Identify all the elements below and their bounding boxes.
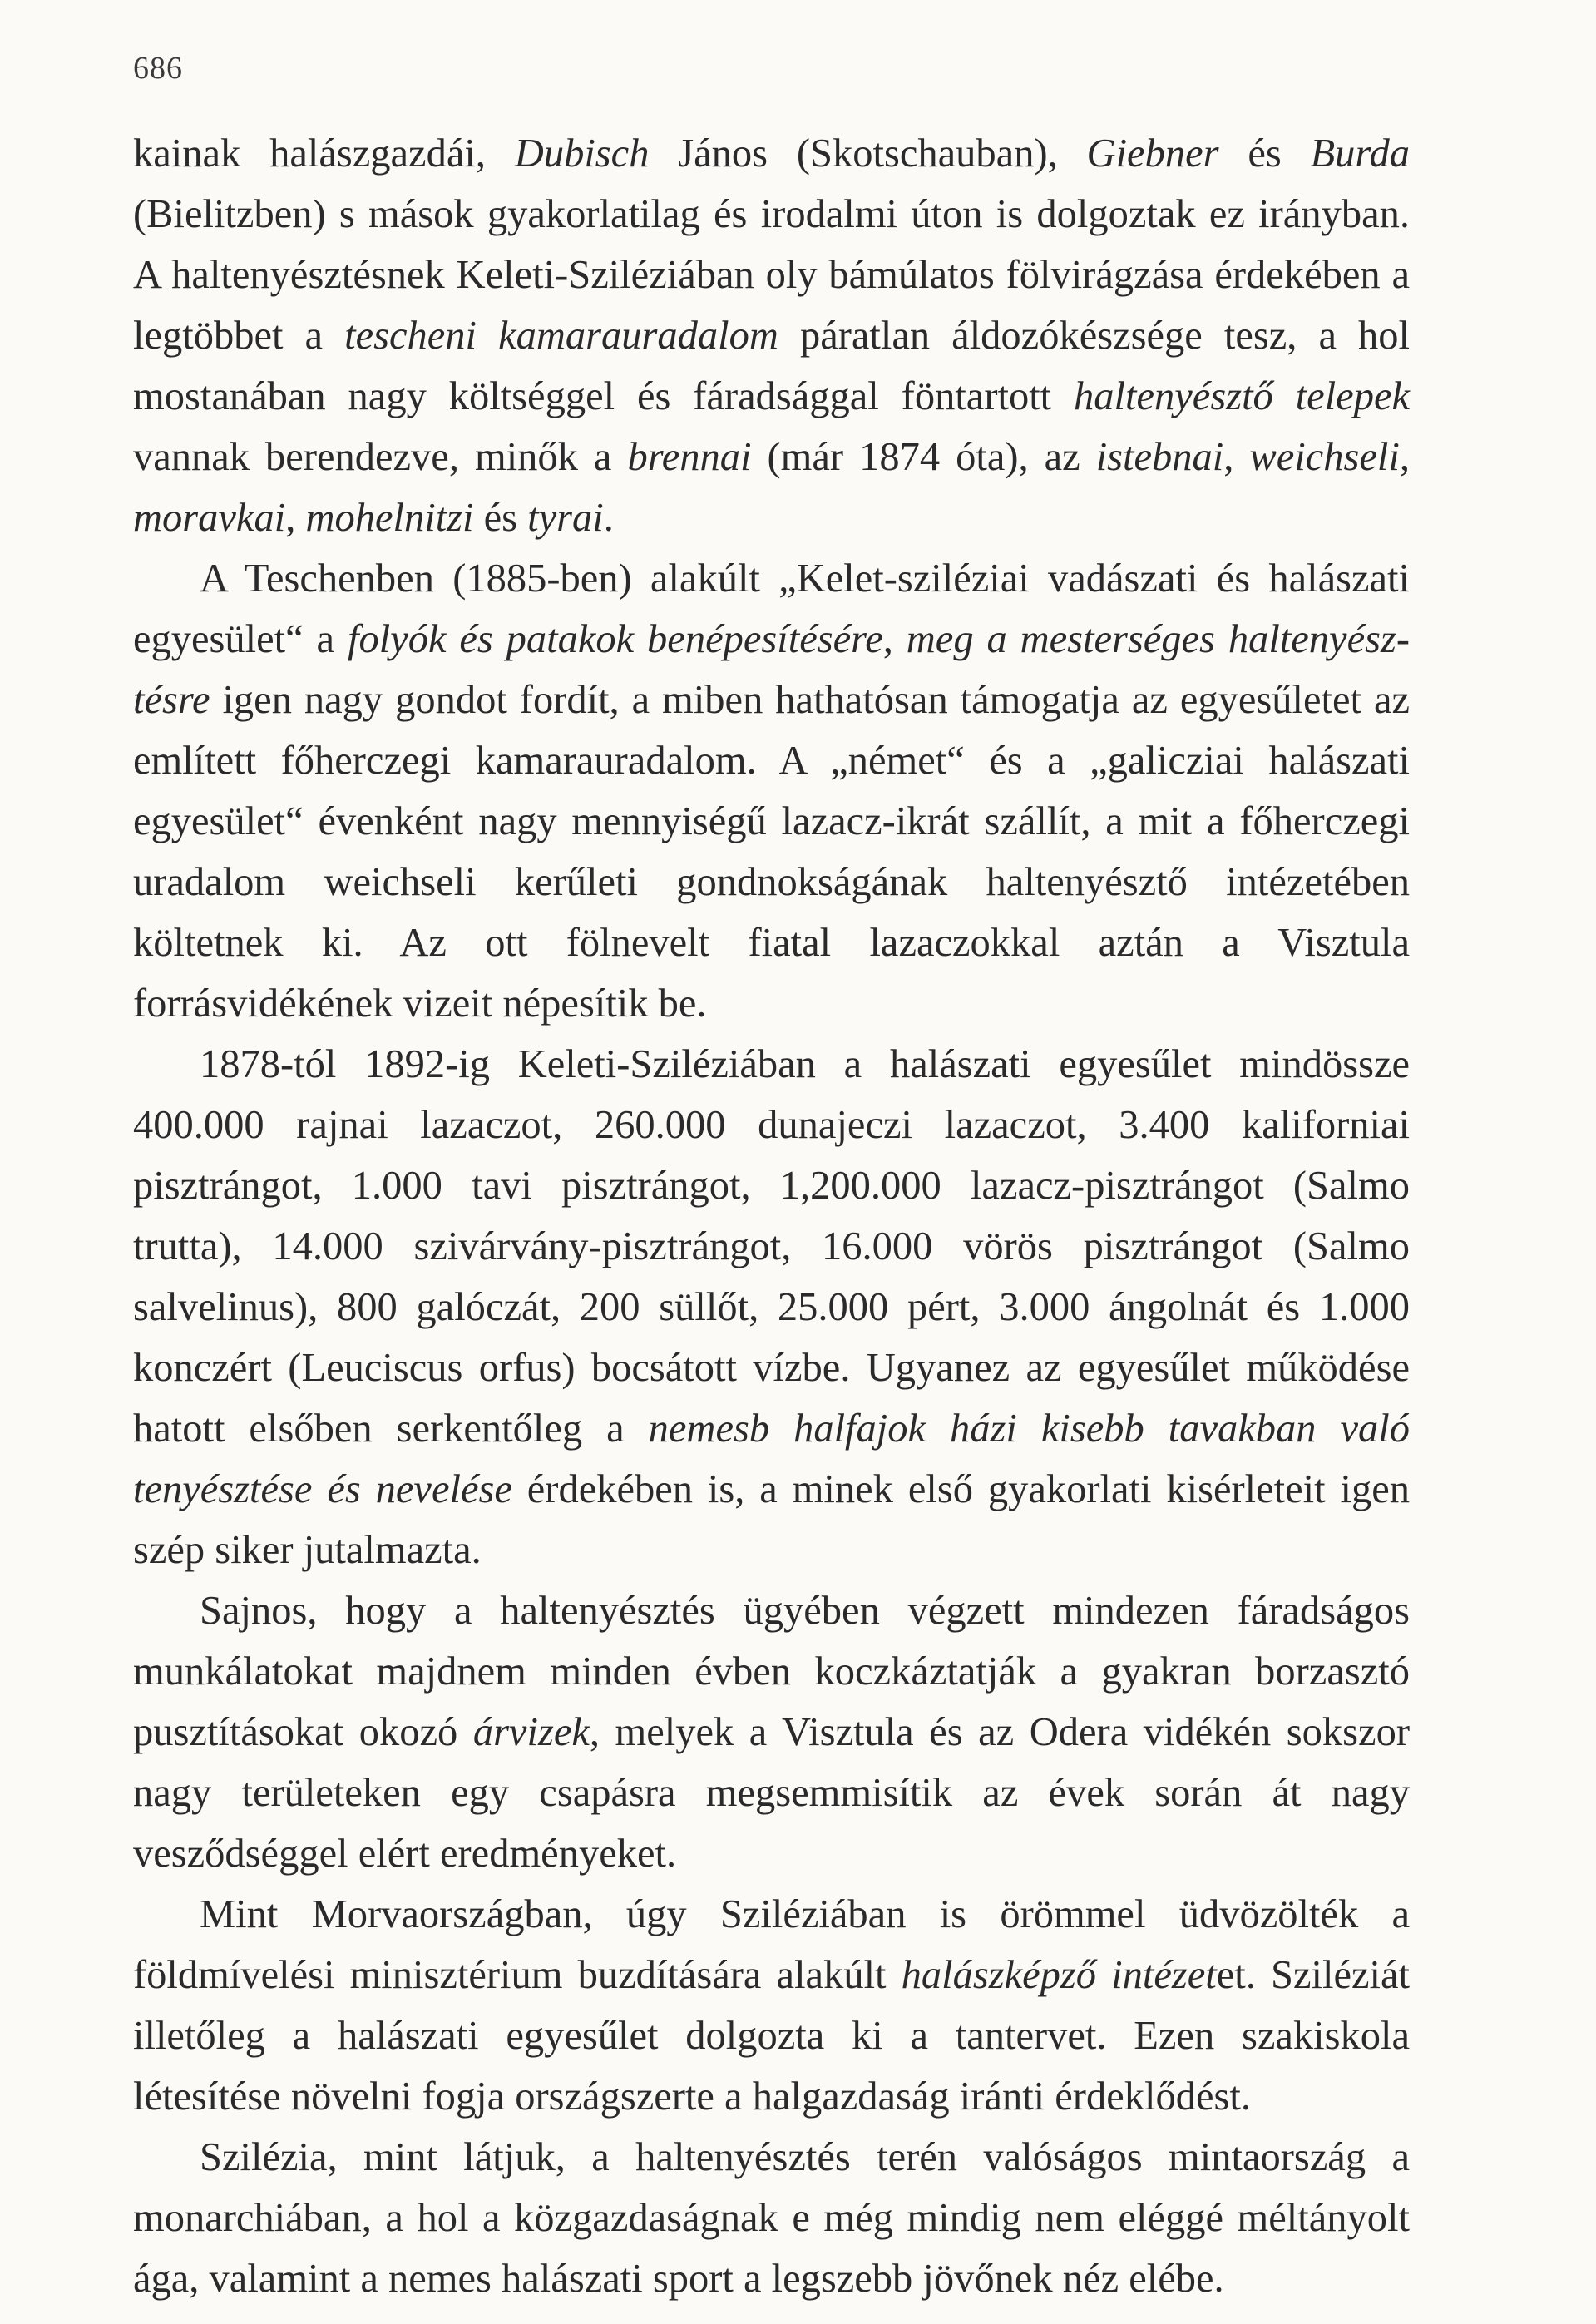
text-run: (Bielitzben) s mások gyakorlatilag és irodalmi úton is dolgoztak ez irányban. A haltenyésztésnek Keleti-Sziléziában oly bámúlatos fölvirágzása érdekében a legtöbbet a [133, 192, 1410, 358]
italic-run: weichseli [1249, 435, 1400, 479]
text-run: Mint Morvaországban, úgy Sziléziában is örömmel üdvözölték a földmívelési minisztérium buzdítására alakúlt [133, 1892, 1410, 1997]
italic-run: folyók és patakok benépesítésére [347, 617, 883, 661]
text-run: . [603, 496, 614, 540]
italic-run: haltenyésztő telepek [1074, 374, 1411, 418]
italic-run: brennai [627, 435, 752, 479]
text-run: és [1218, 131, 1311, 176]
paragraph [133, 123, 1410, 548]
italic-run: árvizek [472, 1710, 590, 1754]
text-run: és [473, 496, 528, 540]
text-run: kainak halászgazdái, [133, 131, 515, 176]
text-run: 1878-tól 1892-ig Keleti-Sziléziában a halászati egyesűlet mindössze 400.000 rajnai lazaczot, 260.000 dunajeczi lazaczot, 3.400 kaliforniai pisztrángot, 1.000 tavi pisztrángot, 1,200.000 lazacz-pisztrángot (Salmo trutta), 14.000 szivárvány-pisztrángot, 16.000 vörös pisztrángot (Salmo salvelinus), 800 galóczát, 200 süllőt, 25.000 pért, 3.000 ángolnát és 1.000 konczért (Leuciscus orfus) bocsátott vízbe. Ugyanez az egyesűlet működése hatott elsőben serkentőleg a [133, 1042, 1410, 1451]
text-run: (már 1874 óta), az [751, 435, 1096, 479]
text-run: , [1223, 435, 1250, 479]
text-run: Szilézia, mint látjuk, a haltenyésztés terén valóságos mintaország a monarchiában, a hol a közgazdaságnak e még mindig nem eléggé méltányolt ága, valamint a nemes halászati sport a legszebb jövőnek néz elébe. [133, 2135, 1410, 2301]
text-run: , [882, 617, 907, 661]
italic-run: mohelnitzi [305, 496, 474, 540]
paragraph [133, 1034, 1410, 1580]
text-run: érdekében is, a minek első gyakorlati kisérleteit igen szép siker jutalmazta. [133, 1467, 1410, 1572]
italic-run: Dubisch [514, 131, 650, 176]
paragraph [133, 548, 1410, 1034]
paragraph [133, 1884, 1410, 2127]
text-run: igen nagy gondot fordít, a miben hathatósan támogatja az egyesűletet az említett főherczegi kamarauradalom. A „német“ és a „galicziai halászati egyesület“ évenként nagy mennyiségű lazacz-ikrát szállít, a mit a főherczegi uradalom weichseli kerűleti gondnokságának haltenyésztő intézetében költetnek ki. Az ott fölnevelt fiatal lazaczokkal aztán a Visztula forrásvidékének vizeit népesítik be. [133, 678, 1410, 1026]
italic-run: tescheni kamarauradalom [344, 314, 778, 358]
text-run: vannak berendezve, minők a [133, 435, 628, 479]
italic-run: istebnai [1095, 435, 1224, 479]
italic-run: Giebner [1086, 131, 1219, 176]
italic-run: nemesb halfajok házi kisebb tavakban való tenyésztése és nevelése [133, 1407, 1411, 1511]
text-run: , [1399, 435, 1411, 479]
text-run: János (Skotschauban), [649, 131, 1087, 176]
italic-run: halászképző intézet [901, 1953, 1217, 1997]
text-run: páratlan áldozókészsége tesz, a hol mostanában nagy költséggel és fáradsággal föntartott [133, 314, 1410, 418]
text-run: A Teschenben (1885-ben) alakúlt „Kelet-sziléziai vadászati és halászati egyesület“ a [133, 556, 1410, 661]
italic-run: meg a mesterséges haltenyész-tésre [133, 617, 1410, 722]
text-block [133, 123, 1410, 2309]
italic-run: tyrai [527, 496, 604, 540]
text-run: Sajnos, hogy a haltenyésztés ügyében végzett mindezen fáradságos munkálatokat majdnem minden évben koczkáztatják a gyakran borzasztó pusztításokat okozó [133, 1589, 1410, 1754]
text-run: , [285, 496, 306, 540]
paragraph [133, 2127, 1410, 2309]
italic-run: Burda [1310, 131, 1410, 176]
text-run: , melyek a Visztula és az Odera vidékén sokszor nagy területeken egy csapásra megsemmisítik az évek során át nagy vesződséggel elért eredményeket. [133, 1710, 1410, 1876]
page-number: 686 [133, 51, 183, 86]
italic-run: moravkai [133, 496, 286, 540]
text-run: et. Sziléziát illetőleg a halászati egyesűlet dolgozta ki a tantervet. Ezen szakiskola létesítése növelni fogja országszerte a halgazdaság iránti érdeklődést. [133, 1953, 1410, 2119]
paragraph [133, 1580, 1410, 1884]
